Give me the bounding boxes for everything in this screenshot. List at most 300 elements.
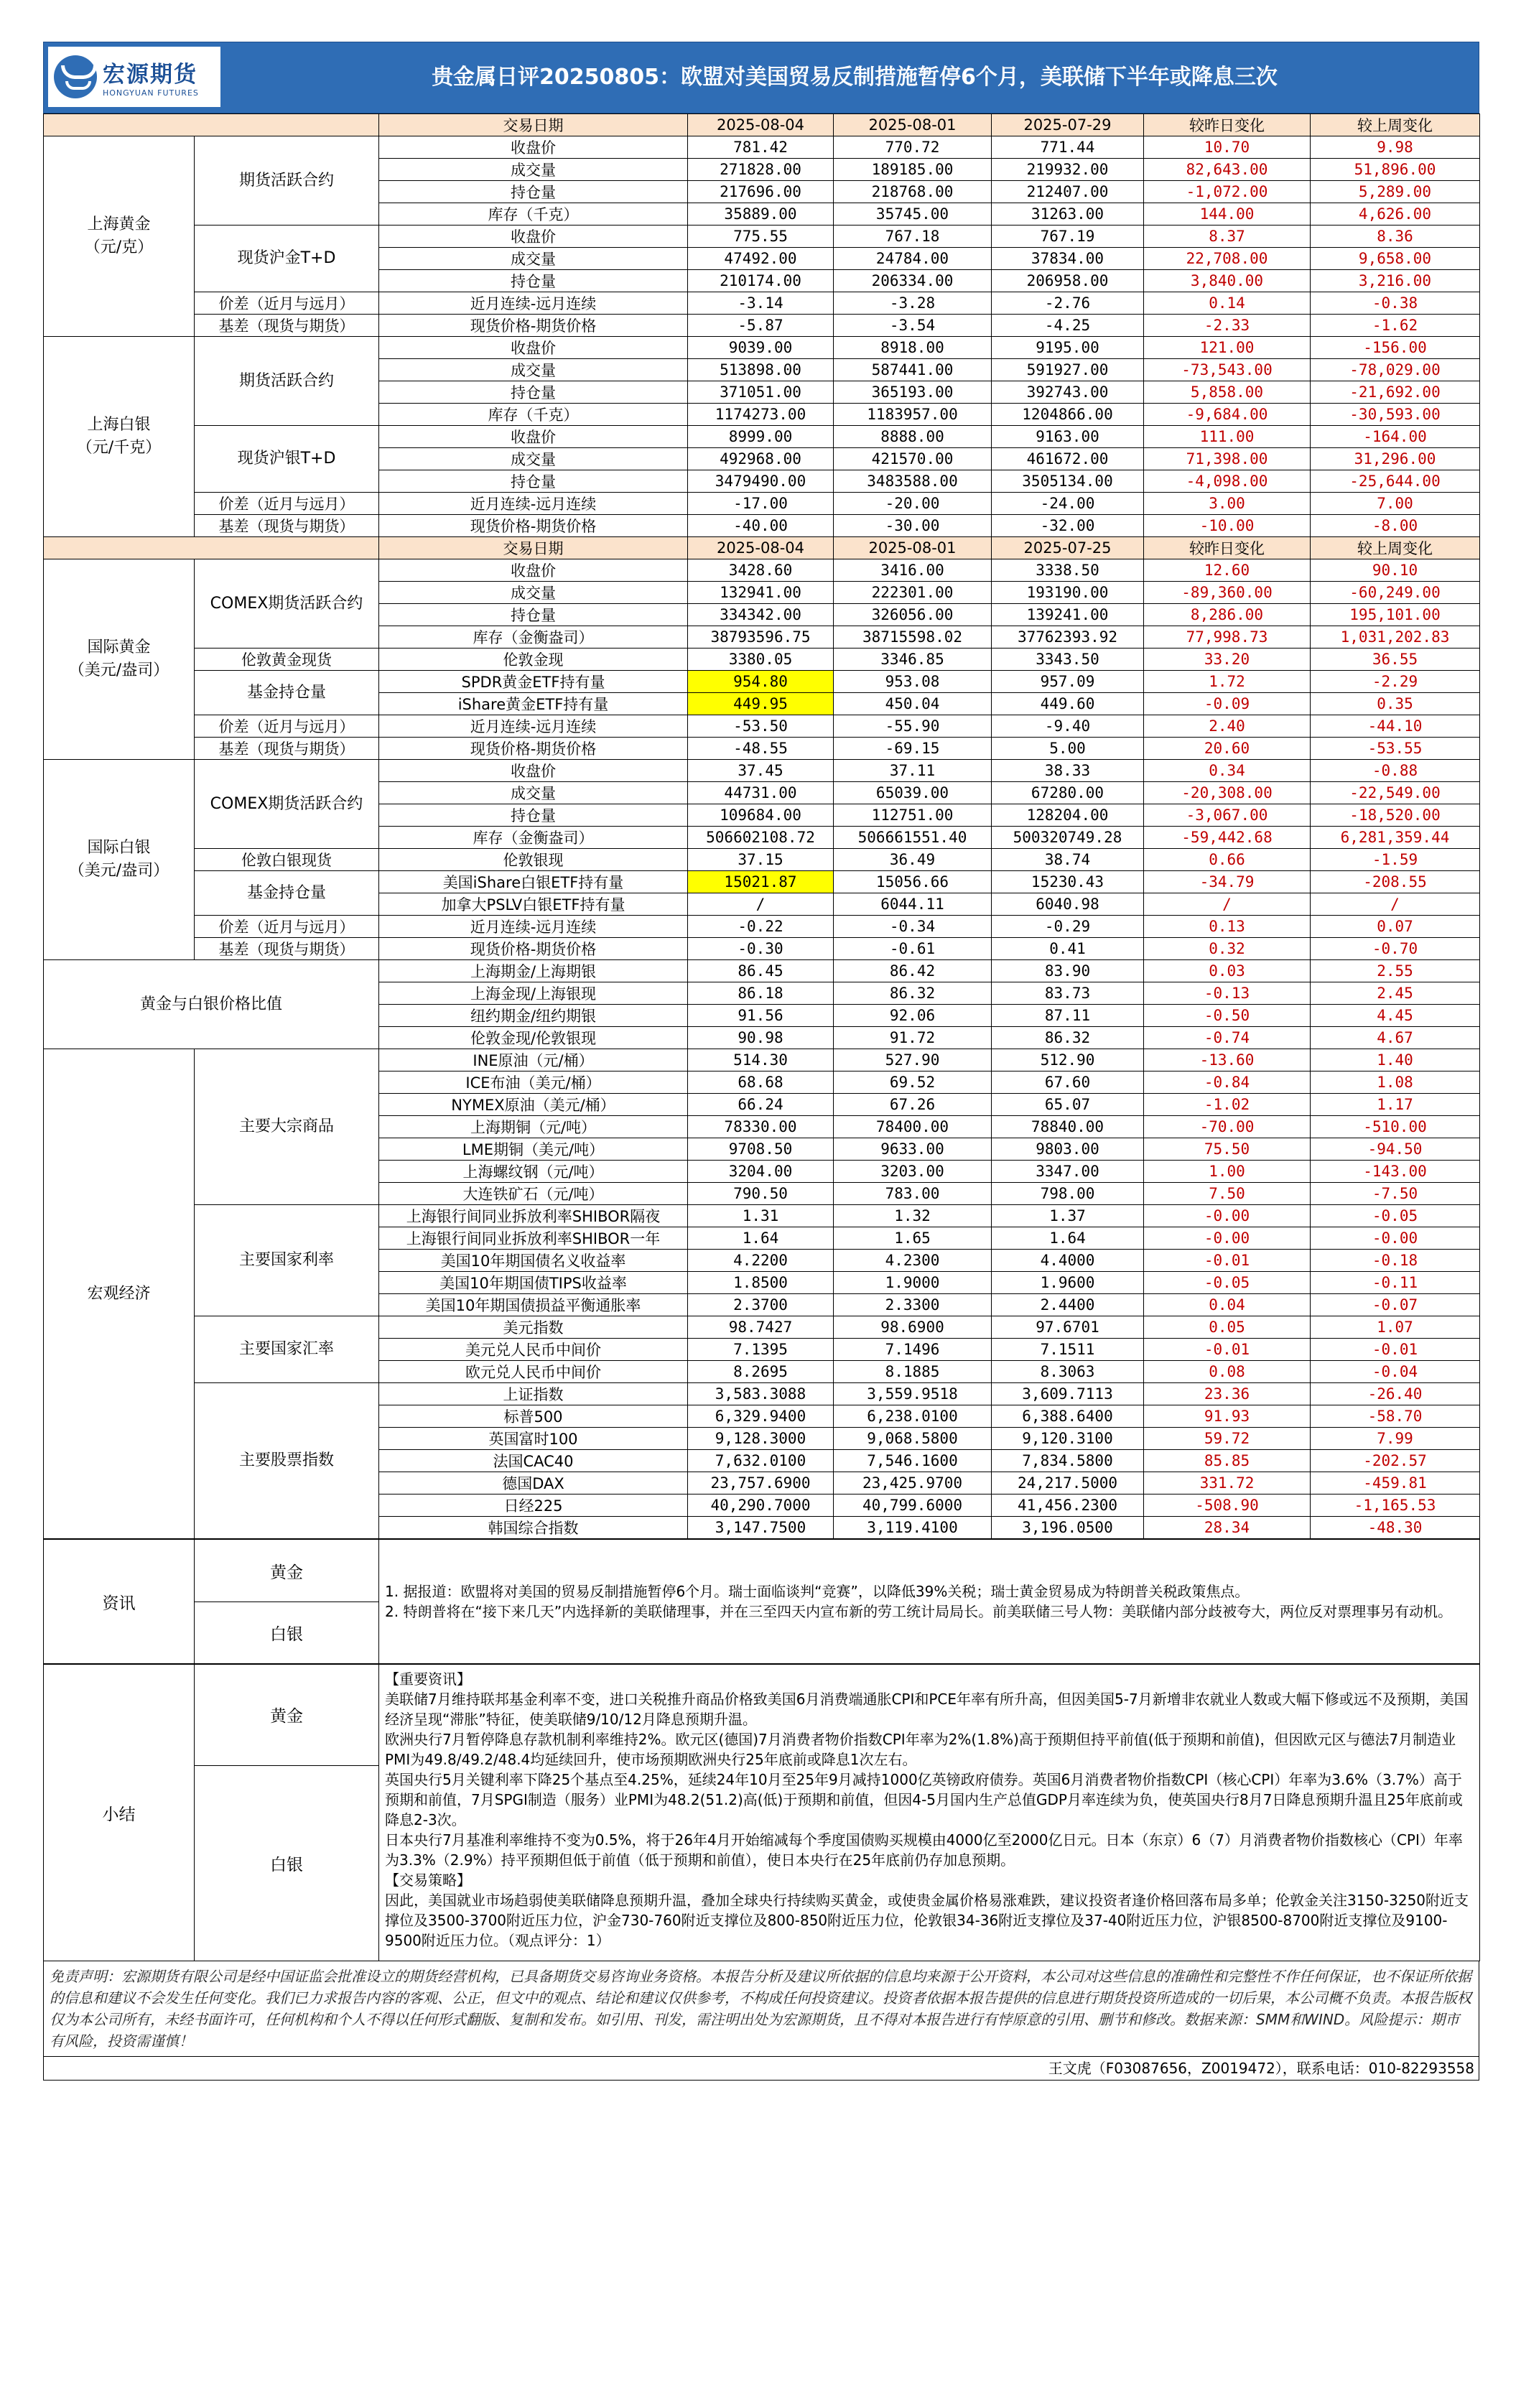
change-cell: 111.00 <box>1144 426 1311 448</box>
change-cell: 0.05 <box>1144 1316 1311 1339</box>
value-cell: 24,217.5000 <box>992 1472 1144 1494</box>
change-cell: -0.88 <box>1311 760 1480 782</box>
value-cell: 7,632.0100 <box>688 1450 834 1472</box>
value-cell: 271828.00 <box>688 159 834 181</box>
value-cell: 1.37 <box>992 1205 1144 1227</box>
change-cell: 0.66 <box>1144 849 1311 871</box>
value-cell: 40,799.6000 <box>834 1494 992 1517</box>
change-cell: -1,072.00 <box>1144 181 1311 203</box>
value-cell: 69.52 <box>834 1071 992 1094</box>
change-cell: -1.59 <box>1311 849 1480 871</box>
value-cell: 1.9000 <box>834 1272 992 1294</box>
value-cell: 9633.00 <box>834 1138 992 1161</box>
change-cell: -0.00 <box>1144 1205 1311 1227</box>
value-cell: 98.6900 <box>834 1316 992 1339</box>
metric-label: 上海银行间同业拆放利率SHIBOR一年 <box>379 1227 688 1250</box>
value-cell: 1.64 <box>688 1227 834 1250</box>
metric-label: 上海银行间同业拆放利率SHIBOR隔夜 <box>379 1205 688 1227</box>
value-cell: 7.1496 <box>834 1339 992 1361</box>
value-cell: 86.32 <box>992 1027 1144 1049</box>
metric-label: LME期铜（美元/吨） <box>379 1138 688 1161</box>
change-cell: 4,626.00 <box>1311 203 1480 226</box>
change-cell: -0.74 <box>1144 1027 1311 1049</box>
value-cell: 217696.00 <box>688 181 834 203</box>
summary-silver-label: 白银 <box>195 1765 379 1961</box>
value-cell: -9.40 <box>992 715 1144 738</box>
change-cell: / <box>1144 893 1311 916</box>
value-cell: 83.73 <box>992 982 1144 1005</box>
value-cell: -0.29 <box>992 916 1144 938</box>
change-cell: 1.40 <box>1311 1049 1480 1071</box>
value-cell: 31263.00 <box>992 203 1144 226</box>
change-cell: -20,308.00 <box>1144 782 1311 804</box>
metric-label: 上海期金/上海期银 <box>379 960 688 982</box>
change-cell: -25,644.00 <box>1311 470 1480 493</box>
metric-label: 伦敦金现 <box>379 649 688 671</box>
value-cell: 798.00 <box>992 1183 1144 1205</box>
metric-label: 近月连续-远月连续 <box>379 292 688 315</box>
value-cell: -24.00 <box>992 493 1144 515</box>
value-cell: 3338.50 <box>992 559 1144 582</box>
value-cell: 326056.00 <box>834 604 992 626</box>
metric-label: 收盘价 <box>379 426 688 448</box>
change-cell: 36.55 <box>1311 649 1480 671</box>
metric-label: 法国CAC40 <box>379 1450 688 1472</box>
change-cell: 51,896.00 <box>1311 159 1480 181</box>
metric-label: 收盘价 <box>379 136 688 159</box>
value-cell: 9708.50 <box>688 1138 834 1161</box>
value-cell: 206958.00 <box>992 270 1144 292</box>
metric-label: 持仓量 <box>379 604 688 626</box>
value-cell: 3,583.3088 <box>688 1383 834 1405</box>
change-cell: 8,286.00 <box>1144 604 1311 626</box>
change-cell: 7.99 <box>1311 1428 1480 1450</box>
value-cell: 3479490.00 <box>688 470 834 493</box>
logo-icon <box>54 55 97 98</box>
group-label: COMEX期货活跃合约 <box>195 760 379 849</box>
metric-label: 现货价格-期货价格 <box>379 515 688 537</box>
change-cell: -89,360.00 <box>1144 582 1311 604</box>
header-cell: 2025-08-04 <box>688 537 834 559</box>
change-cell: 1.08 <box>1311 1071 1480 1094</box>
header-cell: 较昨日变化 <box>1144 114 1311 136</box>
group-label: 价差（近月与远月） <box>195 493 379 515</box>
metric-label: 持仓量 <box>379 270 688 292</box>
change-cell: -70.00 <box>1144 1116 1311 1138</box>
metric-label: 现货价格-期货价格 <box>379 738 688 760</box>
change-cell: -34.79 <box>1144 871 1311 893</box>
change-cell: -8.00 <box>1311 515 1480 537</box>
value-cell: -5.87 <box>688 315 834 337</box>
change-cell: -156.00 <box>1311 337 1480 359</box>
metric-label: 收盘价 <box>379 337 688 359</box>
value-cell: 37.11 <box>834 760 992 782</box>
summary-para-fed: 美联储7月维持联邦基金利率不变，进口关税推升商品价格致美国6月消费端通胀CPI和PCE年率有所升高，但因美国5-7月新增非农就业人数或大幅下修或远不及预期，美国经济呈现“滞胀”特征，使美联储9/10/12月降息预期升温。 <box>385 1691 1469 1728</box>
metric-label: 美元兑人民币中间价 <box>379 1339 688 1361</box>
value-cell: 953.08 <box>834 671 992 693</box>
summary-table <box>43 1664 1480 1961</box>
change-cell: -4,098.00 <box>1144 470 1311 493</box>
metric-label: 上海金现/上海银现 <box>379 982 688 1005</box>
value-cell: 3,559.9518 <box>834 1383 992 1405</box>
group-label: COMEX期货活跃合约 <box>195 559 379 649</box>
change-cell: 9,658.00 <box>1311 248 1480 270</box>
change-cell: / <box>1311 893 1480 916</box>
change-cell: 12.60 <box>1144 559 1311 582</box>
metric-label: 近月连续-远月连续 <box>379 493 688 515</box>
value-cell: 775.55 <box>688 226 834 248</box>
metric-label: 美国iShare白银ETF持有量 <box>379 871 688 893</box>
value-cell: 210174.00 <box>688 270 834 292</box>
value-cell: 38793596.75 <box>688 626 834 649</box>
metric-label: 加拿大PSLV白银ETF持有量 <box>379 893 688 916</box>
metric-label: 库存（千克） <box>379 203 688 226</box>
metric-label: 持仓量 <box>379 381 688 404</box>
value-cell: 38.74 <box>992 849 1144 871</box>
value-cell: 86.32 <box>834 982 992 1005</box>
change-cell: -3,067.00 <box>1144 804 1311 827</box>
category-label: 上海黄金 （元/克） <box>44 136 195 337</box>
change-cell: 31,296.00 <box>1311 448 1480 470</box>
header-cell: 较昨日变化 <box>1144 537 1311 559</box>
metric-label: 英国富时100 <box>379 1428 688 1450</box>
summary-para-ecb: 欧洲央行7月暂停降息存款机制利率维持2%。欧元区(德国)7月消费者物价指数CPI年率为2%(1.8%)高于预期但持平前值(低于预期和前值)，但因欧元区与德法7月制造业PMI为49.8/49.2/48.4均延续回升，使市场预期欧洲央行25年底前或降息1次左右。 <box>385 1731 1456 1768</box>
news-item-2: 2. 特朗普将在“接下来几天”内选择新的美联储理事，并在三至四天内宣布新的劳工统计局局长。前美联储三号人物：美联储内部分歧被夸大，两位反对票理事另有动机。 <box>385 1603 1453 1620</box>
metric-label: 库存（金衡盎司） <box>379 827 688 849</box>
header-cell: 交易日期 <box>379 537 688 559</box>
value-cell: 449.60 <box>992 693 1144 715</box>
value-cell: 371051.00 <box>688 381 834 404</box>
value-cell: 40,290.7000 <box>688 1494 834 1517</box>
value-cell: 65039.00 <box>834 782 992 804</box>
value-cell: 392743.00 <box>992 381 1144 404</box>
value-cell: 37.15 <box>688 849 834 871</box>
change-cell: 3.00 <box>1144 493 1311 515</box>
value-cell: 109684.00 <box>688 804 834 827</box>
value-cell: 8999.00 <box>688 426 834 448</box>
change-cell: 331.72 <box>1144 1472 1311 1494</box>
value-cell: -0.61 <box>834 938 992 960</box>
change-cell: -18,520.00 <box>1311 804 1480 827</box>
value-cell: 97.6701 <box>992 1316 1144 1339</box>
metric-label: ICE布油（美元/桶） <box>379 1071 688 1094</box>
contact-info: 王文虎（F03087656，Z0019472），联系电话：010-82293558 <box>43 2057 1479 2081</box>
report-title: 贵金属日评20250805：欧盟对美国贸易反制措施暂停6个月，美联储下半年或降息三次 <box>432 65 1278 90</box>
news-silver-label: 白银 <box>195 1602 379 1664</box>
metric-label: 伦敦金现/伦敦银现 <box>379 1027 688 1049</box>
value-cell: -30.00 <box>834 515 992 537</box>
value-cell: 5.00 <box>992 738 1144 760</box>
group-label: 基差（现货与期货） <box>195 515 379 537</box>
value-cell: 8.3063 <box>992 1361 1144 1383</box>
value-cell: 334342.00 <box>688 604 834 626</box>
value-cell: 38.33 <box>992 760 1144 782</box>
value-cell: -17.00 <box>688 493 834 515</box>
value-cell: 450.04 <box>834 693 992 715</box>
change-cell: 28.34 <box>1144 1517 1311 1539</box>
category-label: 黄金与白银价格比值 <box>44 960 379 1049</box>
summary-section-label: 小结 <box>44 1665 195 1961</box>
value-cell: 23,425.9700 <box>834 1472 992 1494</box>
value-cell: 1183957.00 <box>834 404 992 426</box>
value-cell: 78400.00 <box>834 1116 992 1138</box>
metric-label: 现货价格-期货价格 <box>379 315 688 337</box>
value-cell: 6,238.0100 <box>834 1405 992 1428</box>
category-label: 国际白银 （美元/盎司） <box>44 760 195 960</box>
summary-heading-strategy: 【交易策略】 <box>385 1872 471 1889</box>
metric-label: 成交量 <box>379 159 688 181</box>
value-cell: 86.42 <box>834 960 992 982</box>
value-cell: 78840.00 <box>992 1116 1144 1138</box>
change-cell: 144.00 <box>1144 203 1311 226</box>
value-cell: 90.98 <box>688 1027 834 1049</box>
group-label: 主要国家利率 <box>195 1205 379 1316</box>
change-cell: 20.60 <box>1144 738 1311 760</box>
summary-content <box>379 1665 1480 1961</box>
value-cell: 2.4400 <box>992 1294 1144 1316</box>
change-cell: 90.10 <box>1311 559 1480 582</box>
value-cell: 218768.00 <box>834 181 992 203</box>
metric-label: 美元指数 <box>379 1316 688 1339</box>
change-cell: 2.55 <box>1311 960 1480 982</box>
data-table <box>43 113 1480 1539</box>
value-cell: 37834.00 <box>992 248 1144 270</box>
value-cell: -3.54 <box>834 315 992 337</box>
change-cell: 0.13 <box>1144 916 1311 938</box>
change-cell: -0.09 <box>1144 693 1311 715</box>
value-cell: 24784.00 <box>834 248 992 270</box>
value-cell: 4.2300 <box>834 1250 992 1272</box>
value-cell: 38715598.02 <box>834 626 992 649</box>
group-label: 主要股票指数 <box>195 1383 379 1539</box>
change-cell: 0.03 <box>1144 960 1311 982</box>
metric-label: 收盘价 <box>379 559 688 582</box>
change-cell: -94.50 <box>1311 1138 1480 1161</box>
value-cell: 1.65 <box>834 1227 992 1250</box>
change-cell: -510.00 <box>1311 1116 1480 1138</box>
change-cell: 0.32 <box>1144 938 1311 960</box>
value-cell: 783.00 <box>834 1183 992 1205</box>
metric-label: 大连铁矿石（元/吨） <box>379 1183 688 1205</box>
value-cell: 4.4000 <box>992 1250 1144 1272</box>
value-cell: 9803.00 <box>992 1138 1144 1161</box>
group-label: 基差（现货与期货） <box>195 938 379 960</box>
change-cell: -164.00 <box>1311 426 1480 448</box>
change-cell: -0.00 <box>1311 1227 1480 1250</box>
metric-label: 韩国综合指数 <box>379 1517 688 1539</box>
metric-label: NYMEX原油（美元/桶） <box>379 1094 688 1116</box>
change-cell: -0.07 <box>1311 1294 1480 1316</box>
change-cell: -0.05 <box>1144 1272 1311 1294</box>
header-cell: 2025-07-29 <box>992 114 1144 136</box>
value-cell: -0.30 <box>688 938 834 960</box>
header-cell: 较上周变化 <box>1311 114 1480 136</box>
value-cell: 461672.00 <box>992 448 1144 470</box>
value-cell: 781.42 <box>688 136 834 159</box>
group-label: 期货活跃合约 <box>195 337 379 426</box>
value-cell: 15021.87 <box>688 871 834 893</box>
value-cell: 9163.00 <box>992 426 1144 448</box>
header-cell: 较上周变化 <box>1311 537 1480 559</box>
change-cell: 3,840.00 <box>1144 270 1311 292</box>
value-cell: 506602108.72 <box>688 827 834 849</box>
report-header <box>43 42 1479 113</box>
value-cell: 222301.00 <box>834 582 992 604</box>
metric-label: 成交量 <box>379 248 688 270</box>
value-cell: 15230.43 <box>992 871 1144 893</box>
change-cell: 7.50 <box>1144 1183 1311 1205</box>
change-cell: -0.01 <box>1144 1250 1311 1272</box>
value-cell: 41,456.2300 <box>992 1494 1144 1517</box>
value-cell: 6040.98 <box>992 893 1144 916</box>
change-cell: -0.84 <box>1144 1071 1311 1094</box>
metric-label: 欧元兑人民币中间价 <box>379 1361 688 1383</box>
change-cell: 8.37 <box>1144 226 1311 248</box>
company-logo <box>48 47 220 107</box>
group-label: 基差（现货与期货） <box>195 315 379 337</box>
change-cell: -1.62 <box>1311 315 1480 337</box>
value-cell: 212407.00 <box>992 181 1144 203</box>
group-label: 主要国家汇率 <box>195 1316 379 1383</box>
value-cell: 9039.00 <box>688 337 834 359</box>
change-cell: -143.00 <box>1311 1161 1480 1183</box>
value-cell: -69.15 <box>834 738 992 760</box>
header-cell: 2025-07-25 <box>992 537 1144 559</box>
change-cell: 2.40 <box>1144 715 1311 738</box>
value-cell: 365193.00 <box>834 381 992 404</box>
change-cell: -13.60 <box>1144 1049 1311 1071</box>
value-cell: 132941.00 <box>688 582 834 604</box>
header-spacer <box>44 537 379 559</box>
value-cell: 3,609.7113 <box>992 1383 1144 1405</box>
header-cell: 交易日期 <box>379 114 688 136</box>
group-label: 期货活跃合约 <box>195 136 379 226</box>
value-cell: 36.49 <box>834 849 992 871</box>
value-cell: 35889.00 <box>688 203 834 226</box>
change-cell: 23.36 <box>1144 1383 1311 1405</box>
value-cell: 23,757.6900 <box>688 1472 834 1494</box>
value-cell: 4.2200 <box>688 1250 834 1272</box>
change-cell: -2.29 <box>1311 671 1480 693</box>
value-cell: 3347.00 <box>992 1161 1144 1183</box>
value-cell: 1.31 <box>688 1205 834 1227</box>
value-cell: 7,546.1600 <box>834 1450 992 1472</box>
value-cell: 86.45 <box>688 960 834 982</box>
metric-label: 持仓量 <box>379 181 688 203</box>
change-cell: 0.08 <box>1144 1361 1311 1383</box>
value-cell: 8888.00 <box>834 426 992 448</box>
summary-para-strategy: 因此，美国就业市场趋弱使美联储降息预期升温，叠加全球央行持续购买黄金，或使贵金属价格易涨难跌，建议投资者逢价格回落布局多单；伦敦金关注3150-3250附近支撑位及3500-3700附近压力位，沪金730-760附近支撑位及800-850附近压力位，伦敦银34-36附近支撑位及37-40附近压力位，沪银8500-8700附近支撑位及9100-9500附近压力位。（观点评分：1） <box>385 1892 1469 1949</box>
news-gold-label: 黄金 <box>195 1540 379 1602</box>
metric-label: 标普500 <box>379 1405 688 1428</box>
metric-label: 上海螺纹钢（元/吨） <box>379 1161 688 1183</box>
change-cell: -0.11 <box>1311 1272 1480 1294</box>
value-cell: 78330.00 <box>688 1116 834 1138</box>
value-cell: 767.18 <box>834 226 992 248</box>
metric-label: 现货价格-期货价格 <box>379 938 688 960</box>
change-cell: -78,029.00 <box>1311 359 1480 381</box>
change-cell: 5,289.00 <box>1311 181 1480 203</box>
group-label: 价差（近月与远月） <box>195 916 379 938</box>
value-cell: 67.60 <box>992 1071 1144 1094</box>
change-cell: 4.67 <box>1311 1027 1480 1049</box>
change-cell: -0.01 <box>1144 1339 1311 1361</box>
value-cell: 86.18 <box>688 982 834 1005</box>
value-cell: -3.28 <box>834 292 992 315</box>
metric-label: 成交量 <box>379 448 688 470</box>
metric-label: 成交量 <box>379 359 688 381</box>
value-cell: 1.8500 <box>688 1272 834 1294</box>
change-cell: -7.50 <box>1311 1183 1480 1205</box>
metric-label: 成交量 <box>379 582 688 604</box>
change-cell: 0.34 <box>1144 760 1311 782</box>
value-cell: 1174273.00 <box>688 404 834 426</box>
value-cell: -48.55 <box>688 738 834 760</box>
report-page <box>43 42 1479 2081</box>
value-cell: 9195.00 <box>992 337 1144 359</box>
metric-label: 上证指数 <box>379 1383 688 1405</box>
value-cell: -53.50 <box>688 715 834 738</box>
value-cell: -0.34 <box>834 916 992 938</box>
value-cell: 35745.00 <box>834 203 992 226</box>
value-cell: 67.26 <box>834 1094 992 1116</box>
value-cell: 771.44 <box>992 136 1144 159</box>
value-cell: 1.32 <box>834 1205 992 1227</box>
group-label: 伦敦黄金现货 <box>195 649 379 671</box>
change-cell: 33.20 <box>1144 649 1311 671</box>
change-cell: 9.98 <box>1311 136 1480 159</box>
value-cell: 514.30 <box>688 1049 834 1071</box>
value-cell: 98.7427 <box>688 1316 834 1339</box>
metric-label: 近月连续-远月连续 <box>379 916 688 938</box>
change-cell: 1.00 <box>1144 1161 1311 1183</box>
value-cell: 512.90 <box>992 1049 1144 1071</box>
value-cell: -40.00 <box>688 515 834 537</box>
value-cell: 139241.00 <box>992 604 1144 626</box>
metric-label: iShare黄金ETF持有量 <box>379 693 688 715</box>
change-cell: -60,249.00 <box>1311 582 1480 604</box>
logo-name-en: HONGYUAN FUTURES <box>103 88 199 98</box>
value-cell: 128204.00 <box>992 804 1144 827</box>
value-cell: 790.50 <box>688 1183 834 1205</box>
value-cell: 15056.66 <box>834 871 992 893</box>
value-cell: 66.24 <box>688 1094 834 1116</box>
change-cell: 22,708.00 <box>1144 248 1311 270</box>
change-cell: -508.90 <box>1144 1494 1311 1517</box>
change-cell: -48.30 <box>1311 1517 1480 1539</box>
value-cell: 219932.00 <box>992 159 1144 181</box>
group-label: 基金持仓量 <box>195 871 379 916</box>
value-cell: 189185.00 <box>834 159 992 181</box>
news-table <box>43 1539 1480 1664</box>
value-cell: 112751.00 <box>834 804 992 827</box>
change-cell: -0.18 <box>1311 1250 1480 1272</box>
change-cell: -0.50 <box>1144 1005 1311 1027</box>
value-cell: 206334.00 <box>834 270 992 292</box>
change-cell: -9,684.00 <box>1144 404 1311 426</box>
value-cell: 7,834.5800 <box>992 1450 1144 1472</box>
value-cell: 0.41 <box>992 938 1144 960</box>
summary-para-boj: 日本央行7月基准利率维持不变为0.5%，将于26年4月开始缩减每个季度国债购买规模由4000亿至2000亿日元。日本（东京）6（7）月消费者物价指数核心（CPI）年率为3.3%（2.9%）持平预期但低于前值（低于预期和前值），使日本央行在25年底前仍存加息预期。 <box>385 1831 1463 1869</box>
value-cell: 83.90 <box>992 960 1144 982</box>
value-cell: -32.00 <box>992 515 1144 537</box>
change-cell: 59.72 <box>1144 1428 1311 1450</box>
value-cell: 92.06 <box>834 1005 992 1027</box>
news-section-label: 资讯 <box>44 1540 195 1664</box>
metric-label: 美国10年期国债名义收益率 <box>379 1250 688 1272</box>
category-label: 上海白银 （元/千克） <box>44 337 195 537</box>
value-cell: 68.68 <box>688 1071 834 1094</box>
